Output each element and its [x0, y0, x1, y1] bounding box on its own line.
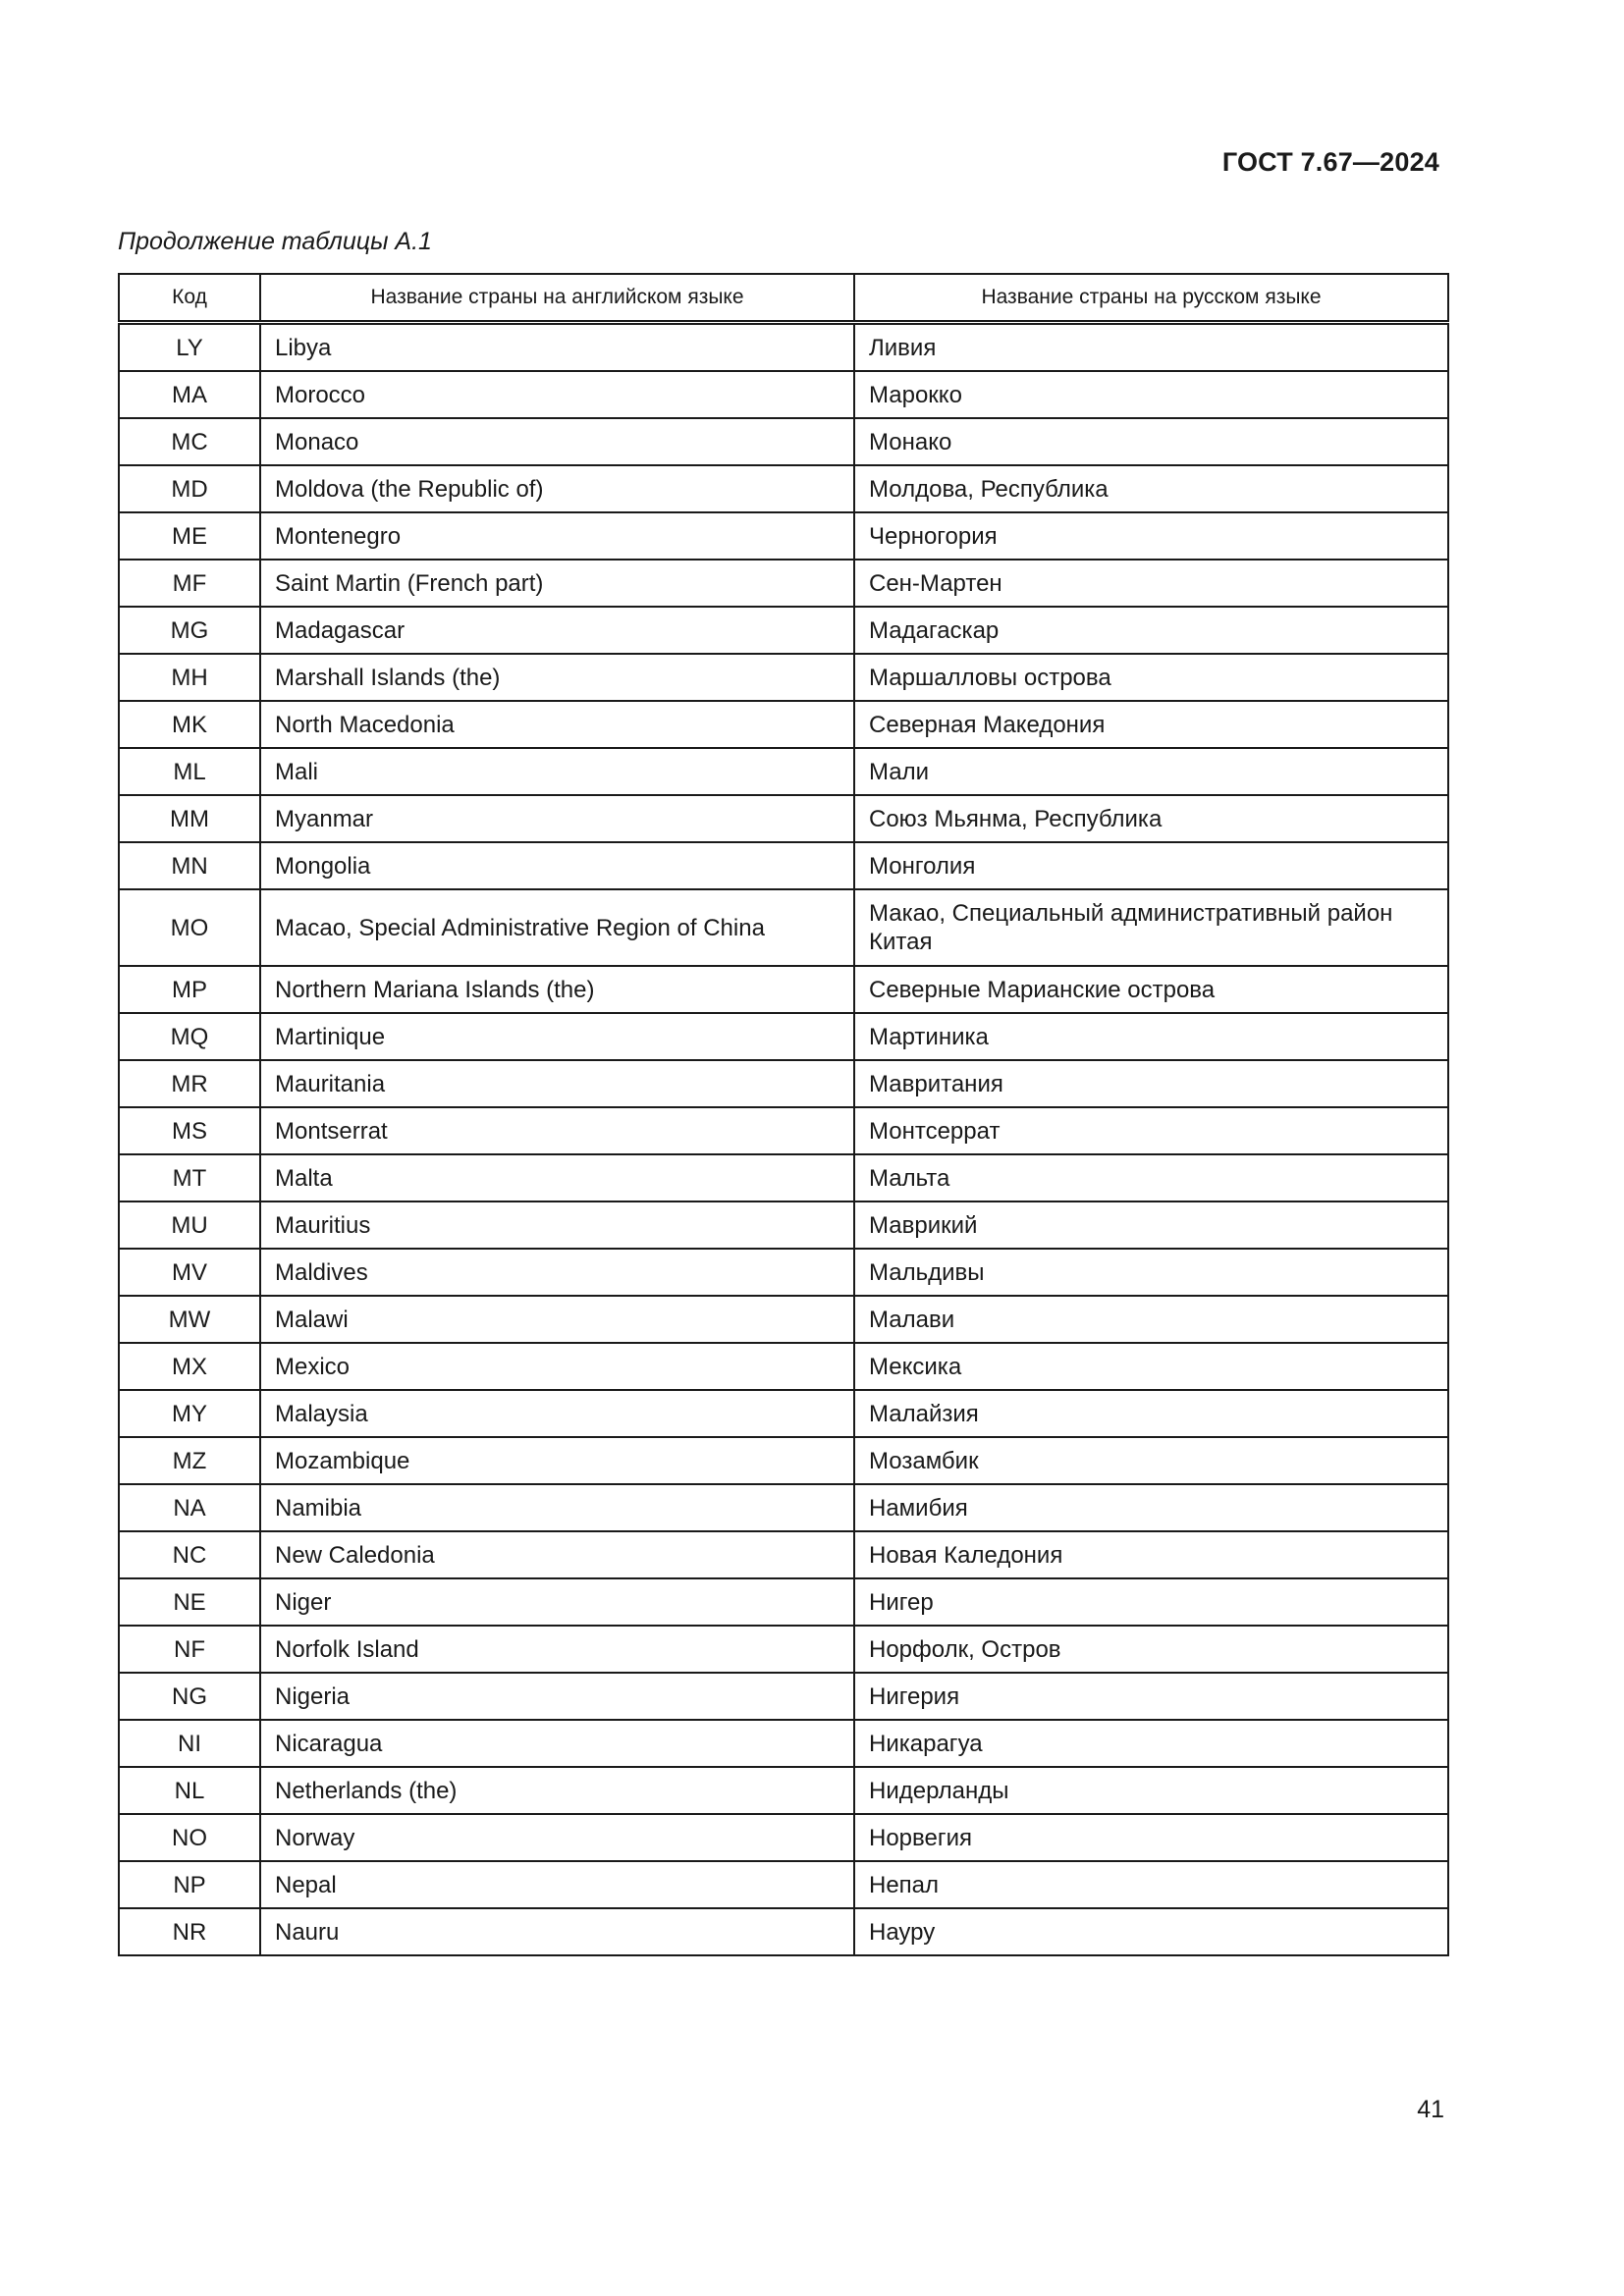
english-name-cell: North Macedonia — [260, 701, 854, 748]
table-row — [119, 701, 1448, 748]
country-code-cell: MF — [119, 560, 260, 607]
russian-name-cell: Макао, Специальный административный район Китая — [854, 889, 1448, 966]
english-name-cell: Maldives — [260, 1249, 854, 1296]
english-name-cell: Mongolia — [260, 842, 854, 889]
table-row — [119, 1390, 1448, 1437]
header-english-name: Название страны на английском языке — [260, 274, 854, 323]
english-name-cell: Mauritania — [260, 1060, 854, 1107]
english-name-cell: Montenegro — [260, 512, 854, 560]
russian-name-cell: Малави — [854, 1296, 1448, 1343]
russian-name-cell: Черногория — [854, 512, 1448, 560]
country-code-cell: LY — [119, 323, 260, 372]
russian-name-cell: Маврикий — [854, 1201, 1448, 1249]
table-row — [119, 654, 1448, 701]
country-code-cell: NE — [119, 1578, 260, 1626]
russian-name-cell: Мальдивы — [854, 1249, 1448, 1296]
russian-name-cell: Молдова, Республика — [854, 465, 1448, 512]
table-row — [119, 512, 1448, 560]
english-name-cell: Saint Martin (French part) — [260, 560, 854, 607]
english-name-cell: Northern Mariana Islands (the) — [260, 966, 854, 1013]
english-name-cell: Niger — [260, 1578, 854, 1626]
country-code-cell: MO — [119, 889, 260, 966]
russian-name-cell: Марокко — [854, 371, 1448, 418]
english-name-cell: Nicaragua — [260, 1720, 854, 1767]
country-code-cell: NI — [119, 1720, 260, 1767]
table-row — [119, 323, 1448, 372]
english-name-cell: Macao, Special Administrative Region of China — [260, 889, 854, 966]
country-code-cell: MG — [119, 607, 260, 654]
table-row — [119, 1201, 1448, 1249]
english-name-cell: Libya — [260, 323, 854, 372]
english-name-cell: Norfolk Island — [260, 1626, 854, 1673]
table-row — [119, 1908, 1448, 1955]
country-code-cell: MQ — [119, 1013, 260, 1060]
english-name-cell: Nauru — [260, 1908, 854, 1955]
table-row — [119, 889, 1448, 966]
table-row — [119, 465, 1448, 512]
country-code-cell: ML — [119, 748, 260, 795]
country-code-cell: MH — [119, 654, 260, 701]
russian-name-cell: Нидерланды — [854, 1767, 1448, 1814]
russian-name-cell: Науру — [854, 1908, 1448, 1955]
table-row — [119, 795, 1448, 842]
country-code-cell: MD — [119, 465, 260, 512]
table-row — [119, 1531, 1448, 1578]
page-number: 41 — [1417, 2096, 1444, 2123]
table-row — [119, 418, 1448, 465]
table-row — [119, 371, 1448, 418]
country-code-cell: NF — [119, 1626, 260, 1673]
english-name-cell: Martinique — [260, 1013, 854, 1060]
english-name-cell: Mexico — [260, 1343, 854, 1390]
table-row — [119, 1154, 1448, 1201]
country-code-cell: NA — [119, 1484, 260, 1531]
header-russian-name: Название страны на русском языке — [854, 274, 1448, 323]
table-row — [119, 748, 1448, 795]
table-row — [119, 842, 1448, 889]
table-row — [119, 1673, 1448, 1720]
english-name-cell: Norway — [260, 1814, 854, 1861]
country-code-cell: MR — [119, 1060, 260, 1107]
table-row — [119, 560, 1448, 607]
country-code-cell: NL — [119, 1767, 260, 1814]
english-name-cell: Monaco — [260, 418, 854, 465]
table-row — [119, 1437, 1448, 1484]
russian-name-cell: Мавритания — [854, 1060, 1448, 1107]
russian-name-cell: Маршалловы острова — [854, 654, 1448, 701]
table-row — [119, 1013, 1448, 1060]
table-caption: Продолжение таблицы А.1 — [118, 228, 432, 255]
document-header: ГОСТ 7.67—2024 — [1221, 147, 1439, 177]
russian-name-cell: Норвегия — [854, 1814, 1448, 1861]
table-row — [119, 1720, 1448, 1767]
country-code-cell: MN — [119, 842, 260, 889]
english-name-cell: Nepal — [260, 1861, 854, 1908]
russian-name-cell: Монголия — [854, 842, 1448, 889]
country-code-cell: MS — [119, 1107, 260, 1154]
english-name-cell: Morocco — [260, 371, 854, 418]
country-code-cell: MC — [119, 418, 260, 465]
russian-name-cell: Монтсеррат — [854, 1107, 1448, 1154]
country-code-cell: MK — [119, 701, 260, 748]
country-code-cell: NG — [119, 1673, 260, 1720]
english-name-cell: Malaysia — [260, 1390, 854, 1437]
english-name-cell: Netherlands (the) — [260, 1767, 854, 1814]
country-code-cell: NO — [119, 1814, 260, 1861]
russian-name-cell: Мальта — [854, 1154, 1448, 1201]
country-code-cell: NR — [119, 1908, 260, 1955]
country-code-cell: MP — [119, 966, 260, 1013]
russian-name-cell: Намибия — [854, 1484, 1448, 1531]
russian-name-cell: Мали — [854, 748, 1448, 795]
russian-name-cell: Новая Каледония — [854, 1531, 1448, 1578]
table-row — [119, 966, 1448, 1013]
country-codes-table — [118, 273, 1449, 1956]
russian-name-cell: Монако — [854, 418, 1448, 465]
table-row — [119, 1249, 1448, 1296]
english-name-cell: Myanmar — [260, 795, 854, 842]
english-name-cell: New Caledonia — [260, 1531, 854, 1578]
english-name-cell: Madagascar — [260, 607, 854, 654]
country-code-cell: MA — [119, 371, 260, 418]
table-row — [119, 1343, 1448, 1390]
table-row — [119, 1484, 1448, 1531]
russian-name-cell: Мартиника — [854, 1013, 1448, 1060]
english-name-cell: Mauritius — [260, 1201, 854, 1249]
english-name-cell: Mali — [260, 748, 854, 795]
english-name-cell: Nigeria — [260, 1673, 854, 1720]
english-name-cell: Mozambique — [260, 1437, 854, 1484]
table-row — [119, 1578, 1448, 1626]
table-row — [119, 1107, 1448, 1154]
english-name-cell: Moldova (the Republic of) — [260, 465, 854, 512]
country-code-cell: MW — [119, 1296, 260, 1343]
russian-name-cell: Никарагуа — [854, 1720, 1448, 1767]
russian-name-cell: Мозамбик — [854, 1437, 1448, 1484]
table-header-row — [119, 274, 1448, 323]
russian-name-cell: Северная Македония — [854, 701, 1448, 748]
english-name-cell: Malawi — [260, 1296, 854, 1343]
header-code: Код — [119, 274, 260, 323]
russian-name-cell: Норфолк, Остров — [854, 1626, 1448, 1673]
country-code-cell: ME — [119, 512, 260, 560]
country-code-cell: NP — [119, 1861, 260, 1908]
country-code-cell: MU — [119, 1201, 260, 1249]
table-row — [119, 1861, 1448, 1908]
table-row — [119, 607, 1448, 654]
table-body — [119, 323, 1448, 1956]
country-code-cell: MZ — [119, 1437, 260, 1484]
russian-name-cell: Ливия — [854, 323, 1448, 372]
table-row — [119, 1814, 1448, 1861]
russian-name-cell: Непал — [854, 1861, 1448, 1908]
country-code-cell: MV — [119, 1249, 260, 1296]
russian-name-cell: Мадагаскар — [854, 607, 1448, 654]
english-name-cell: Montserrat — [260, 1107, 854, 1154]
russian-name-cell: Северные Марианские острова — [854, 966, 1448, 1013]
country-code-cell: MY — [119, 1390, 260, 1437]
russian-name-cell: Сен-Мартен — [854, 560, 1448, 607]
russian-name-cell: Малайзия — [854, 1390, 1448, 1437]
country-code-cell: MT — [119, 1154, 260, 1201]
table-row — [119, 1626, 1448, 1673]
table-row — [119, 1060, 1448, 1107]
country-code-cell: MM — [119, 795, 260, 842]
russian-name-cell: Мексика — [854, 1343, 1448, 1390]
table-row — [119, 1767, 1448, 1814]
english-name-cell: Marshall Islands (the) — [260, 654, 854, 701]
table-row — [119, 1296, 1448, 1343]
russian-name-cell: Нигерия — [854, 1673, 1448, 1720]
country-code-cell: NC — [119, 1531, 260, 1578]
russian-name-cell: Нигер — [854, 1578, 1448, 1626]
russian-name-cell: Союз Мьянма, Республика — [854, 795, 1448, 842]
english-name-cell: Namibia — [260, 1484, 854, 1531]
country-code-cell: MX — [119, 1343, 260, 1390]
english-name-cell: Malta — [260, 1154, 854, 1201]
